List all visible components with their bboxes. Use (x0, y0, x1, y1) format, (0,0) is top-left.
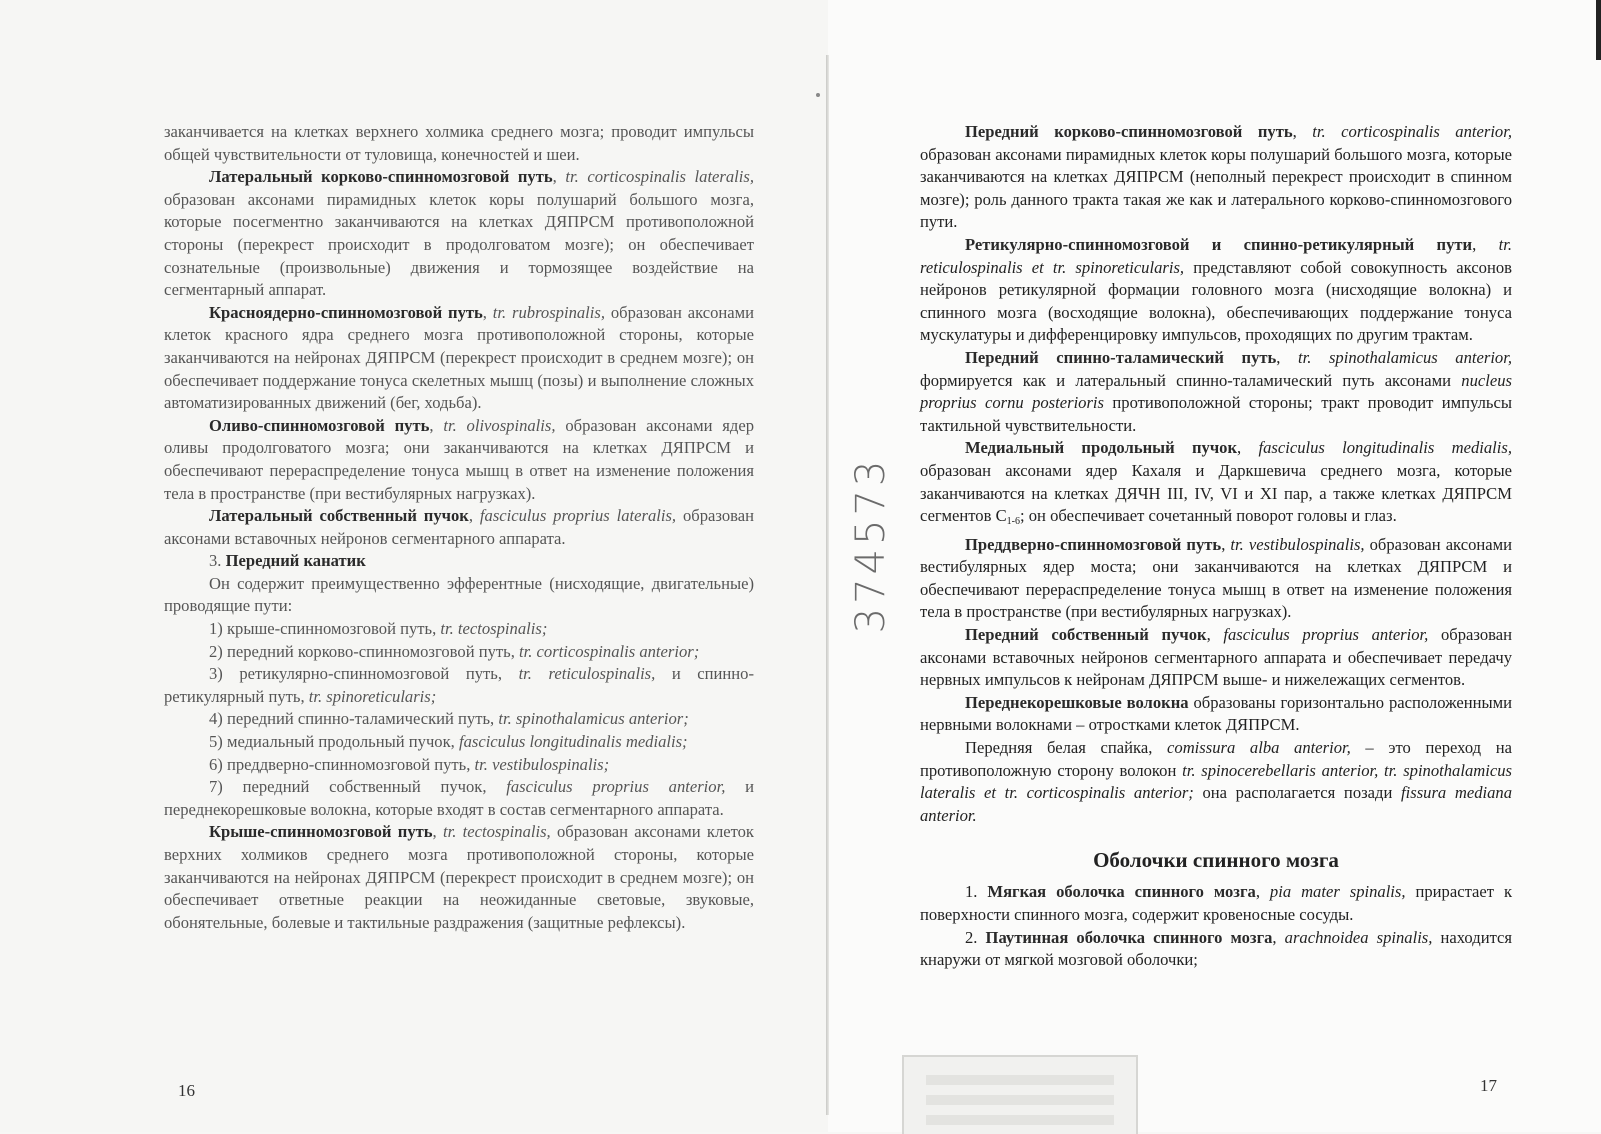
latin-term: tr. tectospinalis, (443, 822, 551, 842)
text-run: – это переход на противоположную сторону волокон (920, 738, 1512, 780)
paragraph (164, 776, 754, 821)
text-run: , (1237, 438, 1259, 458)
paragraph (164, 754, 754, 777)
text-run: образован аксонами клеток красного ядра среднего мозга противоположной стороны, которые заканчиваются на нейронах ДЯПРСМ (перекрест происходит в среднем мозге); он обеспечивает поддержание тонуса скелетных мышц (позы) и выполнение сложных автоматизированных движений (бег, ходьба). (164, 302, 755, 413)
text-run: и спинно-ретикулярный путь, (164, 664, 754, 706)
latin-term: fasciculus longitudinalis medialis, (1258, 438, 1512, 458)
text-run: противоположной стороны; тракт проводит импульсы тактильной чувствительности. (920, 393, 1512, 435)
latin-term: tr. vestibulospinalis, (1230, 534, 1365, 554)
text-run: , (429, 415, 444, 435)
latin-term: tr. corticospinalis anterior; (519, 641, 700, 661)
text-run: , (552, 167, 566, 187)
bold-term: Латеральный собственный пучок (209, 506, 469, 526)
paragraph (920, 121, 1512, 234)
text-run: , (1255, 882, 1270, 902)
text-run: 1) крыше-спинномозговой путь, (209, 619, 441, 639)
latin-term: fissura mediana anterior. (920, 783, 1512, 825)
text-run: 3. (209, 551, 226, 571)
text-run: образован аксонами вставочных нейронов сегментарного аппарата и обеспечивает передачу нервных импульсов к нейронам ДЯПРСМ выше- и нижележащих сегментов. (920, 625, 1513, 690)
text-run: 2. (965, 927, 986, 947)
bold-term: Латеральный корково-спинномозговой путь (209, 167, 553, 187)
page-number-left: 16 (178, 1081, 195, 1100)
text-run: 3) ретикулярно-спинномозговой путь, (209, 664, 519, 684)
bold-term: Передний канатик (225, 551, 366, 571)
text-run: 6) преддверно-спинномозговой путь, (209, 754, 475, 774)
left-text-column (164, 121, 754, 934)
text-run: , (1206, 625, 1224, 645)
text-run: , (482, 302, 493, 322)
text-run: образован аксонами пирамидных клеток коры полушарий большого мозга, которые посегментно заканчиваются на клетках ДЯПРСМ противоположной стороны (перекрест происходит в продолговатом мозге); он обеспечивает сознательные (произвольные) движения и тормозящее воздействие на сегментарный аппарат. (164, 189, 754, 300)
latin-term: fasciculus proprius anterior, (506, 777, 726, 797)
latin-term: tr. spinoreticularis; (308, 686, 437, 706)
text-run: , (432, 822, 443, 842)
text-run: образован аксонами ядер оливы продолговатого мозга; они заканчиваются на клетках ДЯПРСМ и обеспечивают перераспределение тонуса мышц в ответ на изменение положения тела в пространстве (при вестибулярных нагрузках). (164, 415, 754, 503)
text-run: ; он обеспечивает сочетанный поворот головы и глаз. (1020, 506, 1397, 526)
bold-term: Передний собственный пучок (965, 625, 1207, 645)
latin-term: tr. reticulospinalis, (518, 664, 656, 684)
text-run: образован аксонами клеток верхних холмиков среднего мозга противоположной стороны, которые заканчиваются на нейронах ДЯПРСМ (перекрест происходит в среднем мозге); он обеспечивает ответные реакции на неожиданные световые, звуковые, обонятельные, болевые и тактильные раздражения (защитные рефлексы). (164, 822, 754, 932)
text-run: 1. (965, 882, 988, 902)
paragraph (164, 641, 754, 664)
paragraph (164, 302, 754, 415)
bold-term: Оливо-спинномозговой путь (209, 415, 430, 435)
paragraph (164, 505, 754, 550)
text-run: , (1272, 927, 1285, 947)
paragraph (164, 573, 754, 618)
text-run: 7) передний собственный пучок, (209, 777, 507, 797)
text-run: 1-6 (1006, 516, 1020, 528)
latin-term: tr. spinothalamicus anterior, (1298, 347, 1512, 367)
text-run: представляют собой совокупность аксонов нейронов ретикулярной формации головного мозга (нисходящие волокна) и спинного мозга (восходящие волокна), обеспечивающих поддержание тонуса мускулатуры и дифференцировку импульсов, проходящих по другим трактам. (920, 257, 1512, 345)
text-run: , (468, 506, 480, 526)
latin-term: tr. corticospinalis anterior, (1312, 122, 1512, 141)
latin-term: fasciculus proprius lateralis, (479, 506, 677, 526)
paragraph (920, 737, 1512, 827)
text-run: и переднекорешковые волокна, которые входят в состав сегментарного аппарата. (164, 777, 754, 819)
section-heading (920, 845, 1512, 875)
bold-term: Красноядерно-спинномозговой путь (209, 302, 483, 322)
text-run: образован аксонами ядер Кахаля и Даркшевича среднего мозга, которые заканчиваются на клетках ДЯЧН III, IV, VI и XI пар, а также клетках ДЯПРСМ сегментов C (920, 460, 1512, 526)
paragraph (920, 437, 1512, 533)
latin-term: tr. vestibulospinalis; (474, 754, 610, 774)
text-run: формируется как и латеральный спинно-таламический путь аксонами (920, 370, 1462, 390)
paragraph (164, 821, 754, 934)
bold-term: Передний спинно-таламический путь (965, 347, 1277, 367)
latin-term: arachnoidea spinalis, (1284, 927, 1433, 947)
page-number-right: 17 (1480, 1076, 1497, 1095)
latin-term: tr. tectospinalis; (440, 619, 548, 639)
bold-term: Паутинная оболочка спинного мозга (985, 927, 1273, 947)
text-run: 2) передний корково-спинномозговой путь, (209, 641, 520, 661)
text-run: , (1292, 122, 1313, 141)
paragraph (920, 234, 1512, 347)
paragraph (920, 624, 1512, 692)
bold-term: Переднекорешковые волокна (965, 692, 1189, 712)
text-run: образован аксонами вестибулярных ядер моста; они заканчиваются на клетках ДЯПРСМ и обеспечивают перераспределение тонуса мышц в ответ на изменение положения тела в пространстве (при вестибулярных нагрузках). (920, 534, 1512, 622)
latin-term: comissura alba anterior, (1167, 738, 1351, 758)
text-run: 5) медиальный продольный пучок, (209, 732, 459, 752)
paragraph (164, 618, 754, 641)
latin-term: tr. corticospinalis lateralis, (565, 167, 755, 187)
paragraph (164, 708, 754, 731)
text-run: она располагается позади (1193, 783, 1402, 803)
latin-term: fasciculus longitudinalis medialis; (458, 732, 688, 752)
bold-term: Мягкая оболочка спинного мозга (987, 882, 1256, 902)
latin-term: tr. olivospinalis, (443, 415, 556, 435)
book-gutter (826, 55, 829, 1115)
paragraph (164, 550, 754, 573)
text-run: образованы горизонтально расположенными нервными волокнами – отростками клеток ДЯПРСМ. (920, 692, 1512, 735)
text-run: , (1276, 347, 1299, 367)
text-run: образован аксонами вставочных нейронов сегментарного аппарата. (164, 506, 754, 548)
paragraph (920, 881, 1512, 926)
paragraph (164, 663, 754, 708)
text-run: 4) передний спинно-таламический путь, (209, 709, 499, 729)
ink-speck (816, 93, 820, 97)
handwritten-inventory-number: 374573 (848, 456, 894, 634)
paragraph (920, 347, 1512, 437)
text-run: прирастает к поверхности спинного мозга, содержит кровеносные сосуды. (920, 882, 1513, 924)
right-text-column (920, 121, 1512, 972)
text-run: заканчивается на клетках верхнего холмика среднего мозга; проводит импульсы общей чувствительности от туловища, конечностей и шеи. (164, 122, 754, 164)
paragraph (164, 121, 754, 166)
paragraph (920, 534, 1512, 624)
text-run: , (1472, 234, 1499, 254)
bold-term: Передний корково-спинномозговой путь (965, 122, 1293, 141)
latin-term: tr. spinocerebellaris anterior, tr. spinothalamicus lateralis et tr. corticospinalis anterior; (920, 760, 1512, 803)
bold-term: Преддверно-спинномозговой путь (965, 534, 1222, 554)
latin-term: tr. spinothalamicus anterior; (498, 709, 689, 729)
paragraph (164, 731, 754, 754)
latin-term: tr. rubrospinalis, (492, 302, 605, 322)
text-run: Оболочки спинного мозга (1093, 848, 1339, 873)
text-run: находится кнаружи от мягкой мозговой оболочки; (920, 927, 1513, 970)
text-run: , (1221, 534, 1231, 554)
library-stamp (902, 1055, 1138, 1134)
latin-term: fasciculus proprius anterior, (1223, 625, 1429, 645)
bold-term: Ретикулярно-спинномозговой и спинно-ретикулярный пути (965, 234, 1473, 254)
bold-term: Медиальный продольный пучок (965, 438, 1238, 458)
text-run: Передняя белая спайка, (965, 738, 1168, 758)
text-run: образован аксонами пирамидных клеток коры полушарий большого мозга, которые заканчиваются на клетках ДЯПРСМ (неполный перекрест происходит в спинном мозге); роль данного тракта такая же как и латерального корково-спинномозгового пути. (920, 144, 1512, 232)
paragraph (920, 692, 1512, 737)
paragraph (920, 927, 1512, 972)
paragraph (164, 166, 754, 302)
text-run: Он содержит преимущественно эфферентные (нисходящие, двигательные) проводящие пути: (164, 573, 754, 616)
scan-edge (1596, 0, 1601, 60)
latin-term: pia mater spinalis, (1269, 882, 1406, 902)
bold-term: Крыше-спинномозговой путь (209, 822, 433, 842)
latin-term: nucleus proprius cornu posterioris (920, 370, 1512, 413)
paragraph (164, 415, 754, 505)
latin-term: tr. reticulospinalis et tr. spinoreticularis, (920, 234, 1512, 277)
